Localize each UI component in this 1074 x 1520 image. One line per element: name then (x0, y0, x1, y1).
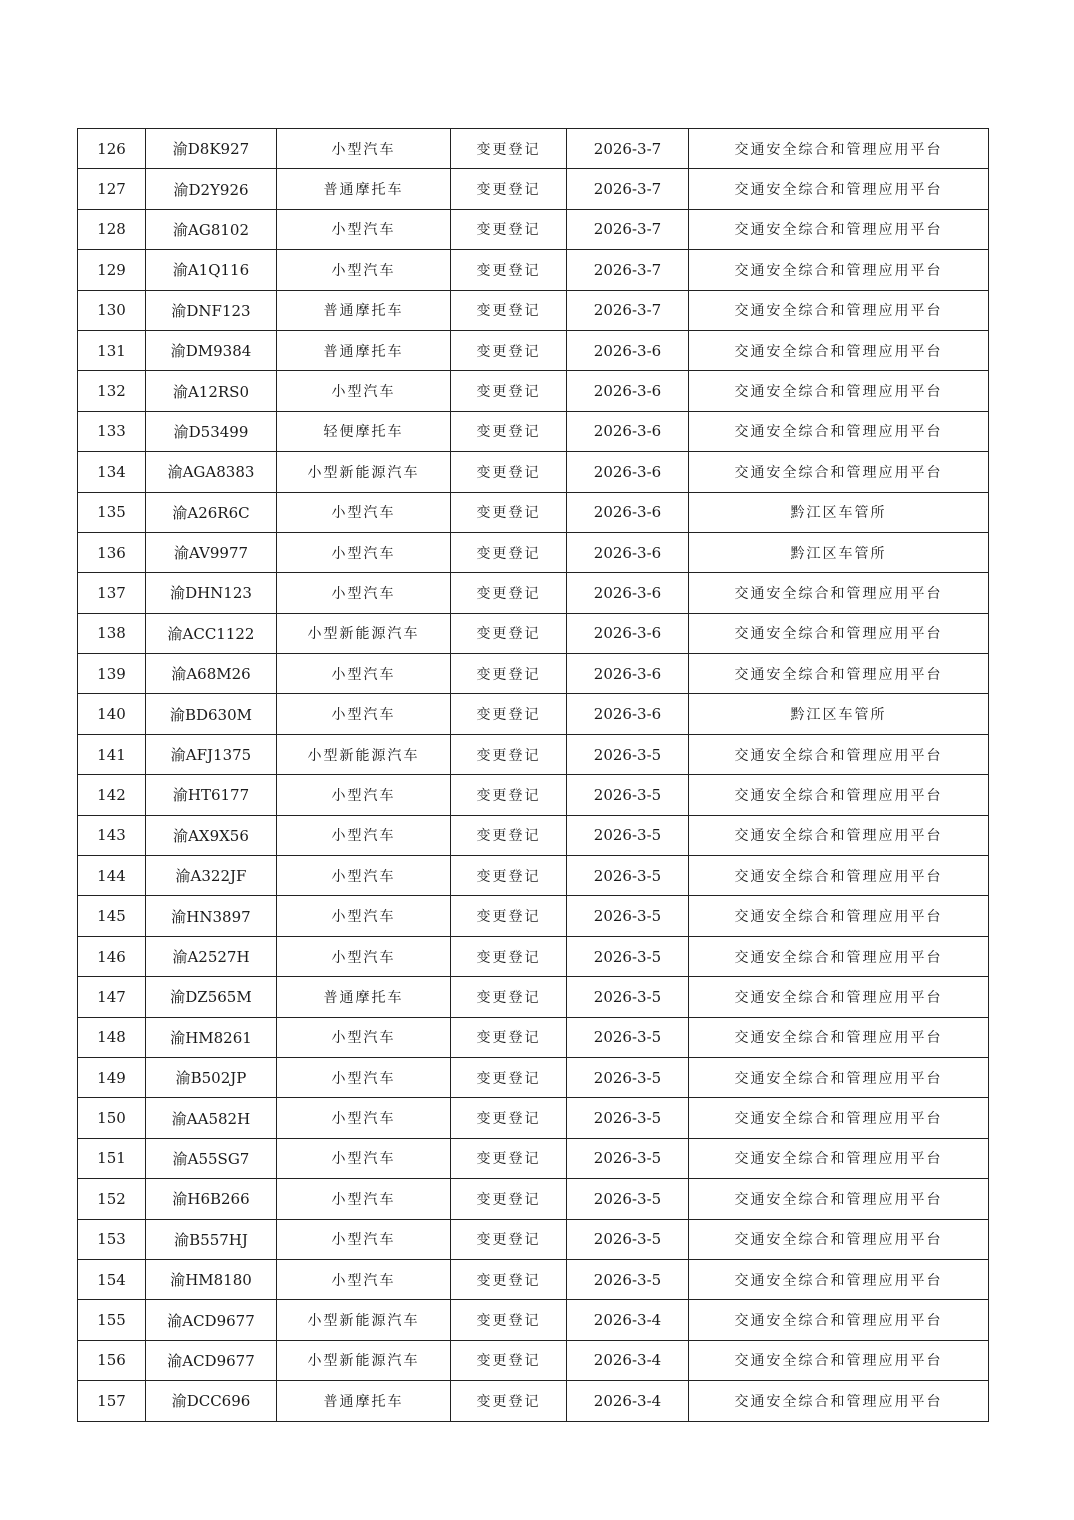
vehicle-type-cell: 小型新能源汽车 (277, 1300, 451, 1340)
table-row (78, 654, 989, 694)
row-number-cell: 154 (78, 1259, 146, 1299)
business-type-cell: 变更登记 (451, 1381, 567, 1421)
business-type-cell: 变更登记 (451, 896, 567, 936)
plate-number-cell: 渝DZ565M (146, 977, 277, 1017)
office-cell: 交通安全综合和管理应用平台 (689, 1219, 989, 1259)
office-cell: 交通安全综合和管理应用平台 (689, 856, 989, 896)
office-cell: 交通安全综合和管理应用平台 (689, 613, 989, 653)
plate-number-cell: 渝ACD9677 (146, 1300, 277, 1340)
vehicle-type-cell: 普通摩托车 (277, 169, 451, 209)
plate-number-cell: 渝DCC696 (146, 1381, 277, 1421)
vehicle-type-cell: 轻便摩托车 (277, 411, 451, 451)
plate-number-cell: 渝DHN123 (146, 573, 277, 613)
business-type-cell: 变更登记 (451, 290, 567, 330)
row-number-cell: 153 (78, 1219, 146, 1259)
date-cell: 2026-3-5 (567, 977, 689, 1017)
plate-number-cell: 渝A55SG7 (146, 1138, 277, 1178)
office-cell: 交通安全综合和管理应用平台 (689, 209, 989, 249)
vehicle-type-cell: 小型汽车 (277, 573, 451, 613)
plate-number-cell: 渝A26R6C (146, 492, 277, 532)
office-cell: 交通安全综合和管理应用平台 (689, 1138, 989, 1178)
date-cell: 2026-3-5 (567, 1138, 689, 1178)
plate-number-cell: 渝AA582H (146, 1098, 277, 1138)
business-type-cell: 变更登记 (451, 1219, 567, 1259)
table-row (78, 209, 989, 249)
date-cell: 2026-3-6 (567, 371, 689, 411)
date-cell: 2026-3-5 (567, 775, 689, 815)
vehicle-type-cell: 小型汽车 (277, 492, 451, 532)
date-cell: 2026-3-5 (567, 1057, 689, 1097)
vehicle-type-cell: 小型新能源汽车 (277, 1340, 451, 1380)
business-type-cell: 变更登记 (451, 654, 567, 694)
business-type-cell: 变更登记 (451, 1098, 567, 1138)
table-row (78, 1017, 989, 1057)
date-cell: 2026-3-4 (567, 1340, 689, 1380)
plate-number-cell: 渝HT6177 (146, 775, 277, 815)
vehicle-type-cell: 小型汽车 (277, 371, 451, 411)
plate-number-cell: 渝BD630M (146, 694, 277, 734)
office-cell: 交通安全综合和管理应用平台 (689, 371, 989, 411)
date-cell: 2026-3-5 (567, 815, 689, 855)
date-cell: 2026-3-7 (567, 290, 689, 330)
vehicle-type-cell: 小型汽车 (277, 1259, 451, 1299)
vehicle-type-cell: 小型汽车 (277, 1219, 451, 1259)
date-cell: 2026-3-5 (567, 896, 689, 936)
vehicle-type-cell: 普通摩托车 (277, 330, 451, 370)
table-row (78, 613, 989, 653)
plate-number-cell: 渝AV9977 (146, 532, 277, 572)
plate-number-cell: 渝A2527H (146, 936, 277, 976)
vehicle-type-cell: 小型汽车 (277, 694, 451, 734)
office-cell: 交通安全综合和管理应用平台 (689, 573, 989, 613)
table-row (78, 936, 989, 976)
vehicle-type-cell: 普通摩托车 (277, 290, 451, 330)
row-number-cell: 140 (78, 694, 146, 734)
table-row (78, 250, 989, 290)
vehicle-type-cell: 小型汽车 (277, 1179, 451, 1219)
business-type-cell: 变更登记 (451, 1017, 567, 1057)
plate-number-cell: 渝A12RS0 (146, 371, 277, 411)
row-number-cell: 148 (78, 1017, 146, 1057)
office-cell: 交通安全综合和管理应用平台 (689, 1340, 989, 1380)
table-row (78, 411, 989, 451)
plate-number-cell: 渝H6B266 (146, 1179, 277, 1219)
plate-number-cell: 渝B557HJ (146, 1219, 277, 1259)
row-number-cell: 143 (78, 815, 146, 855)
row-number-cell: 128 (78, 209, 146, 249)
office-cell: 交通安全综合和管理应用平台 (689, 775, 989, 815)
vehicle-type-cell: 普通摩托车 (277, 1381, 451, 1421)
office-cell: 交通安全综合和管理应用平台 (689, 977, 989, 1017)
business-type-cell: 变更登记 (451, 734, 567, 774)
office-cell: 交通安全综合和管理应用平台 (689, 815, 989, 855)
vehicle-type-cell: 小型新能源汽车 (277, 613, 451, 653)
date-cell: 2026-3-5 (567, 1219, 689, 1259)
table-row (78, 129, 989, 169)
row-number-cell: 149 (78, 1057, 146, 1097)
date-cell: 2026-3-6 (567, 330, 689, 370)
row-number-cell: 152 (78, 1179, 146, 1219)
date-cell: 2026-3-4 (567, 1381, 689, 1421)
table-row (78, 856, 989, 896)
row-number-cell: 157 (78, 1381, 146, 1421)
plate-number-cell: 渝ACD9677 (146, 1340, 277, 1380)
table-row (78, 532, 989, 572)
row-number-cell: 138 (78, 613, 146, 653)
row-number-cell: 135 (78, 492, 146, 532)
office-cell: 交通安全综合和管理应用平台 (689, 936, 989, 976)
office-cell: 交通安全综合和管理应用平台 (689, 1098, 989, 1138)
table-row (78, 1300, 989, 1340)
table-row (78, 694, 989, 734)
business-type-cell: 变更登记 (451, 371, 567, 411)
vehicle-type-cell: 小型汽车 (277, 1098, 451, 1138)
business-type-cell: 变更登记 (451, 411, 567, 451)
vehicle-type-cell: 小型汽车 (277, 129, 451, 169)
row-number-cell: 134 (78, 452, 146, 492)
vehicle-type-cell: 小型新能源汽车 (277, 452, 451, 492)
vehicle-type-cell: 小型汽车 (277, 775, 451, 815)
table-row (78, 1259, 989, 1299)
office-cell: 交通安全综合和管理应用平台 (689, 330, 989, 370)
plate-number-cell: 渝B502JP (146, 1057, 277, 1097)
office-cell: 交通安全综合和管理应用平台 (689, 250, 989, 290)
row-number-cell: 133 (78, 411, 146, 451)
registration-table (77, 128, 989, 1422)
business-type-cell: 变更登记 (451, 330, 567, 370)
vehicle-type-cell: 小型汽车 (277, 250, 451, 290)
row-number-cell: 150 (78, 1098, 146, 1138)
business-type-cell: 变更登记 (451, 492, 567, 532)
office-cell: 交通安全综合和管理应用平台 (689, 452, 989, 492)
business-type-cell: 变更登记 (451, 977, 567, 1017)
row-number-cell: 156 (78, 1340, 146, 1380)
plate-number-cell: 渝A68M26 (146, 654, 277, 694)
office-cell: 黔江区车管所 (689, 492, 989, 532)
date-cell: 2026-3-6 (567, 452, 689, 492)
table-row (78, 1219, 989, 1259)
date-cell: 2026-3-5 (567, 1179, 689, 1219)
date-cell: 2026-3-6 (567, 532, 689, 572)
business-type-cell: 变更登记 (451, 1138, 567, 1178)
office-cell: 交通安全综合和管理应用平台 (689, 1057, 989, 1097)
plate-number-cell: 渝AGA8383 (146, 452, 277, 492)
business-type-cell: 变更登记 (451, 129, 567, 169)
office-cell: 交通安全综合和管理应用平台 (689, 1300, 989, 1340)
table-row (78, 1381, 989, 1421)
table-row (78, 1057, 989, 1097)
business-type-cell: 变更登记 (451, 1340, 567, 1380)
business-type-cell: 变更登记 (451, 775, 567, 815)
table-row (78, 169, 989, 209)
date-cell: 2026-3-6 (567, 654, 689, 694)
office-cell: 交通安全综合和管理应用平台 (689, 896, 989, 936)
row-number-cell: 132 (78, 371, 146, 411)
plate-number-cell: 渝ACC1122 (146, 613, 277, 653)
plate-number-cell: 渝DNF123 (146, 290, 277, 330)
table-row (78, 1340, 989, 1380)
table-row (78, 1138, 989, 1178)
plate-number-cell: 渝A1Q116 (146, 250, 277, 290)
plate-number-cell: 渝D2Y926 (146, 169, 277, 209)
date-cell: 2026-3-6 (567, 492, 689, 532)
business-type-cell: 变更登记 (451, 169, 567, 209)
plate-number-cell: 渝AX9X56 (146, 815, 277, 855)
business-type-cell: 变更登记 (451, 856, 567, 896)
date-cell: 2026-3-5 (567, 936, 689, 976)
business-type-cell: 变更登记 (451, 1259, 567, 1299)
date-cell: 2026-3-7 (567, 129, 689, 169)
business-type-cell: 变更登记 (451, 815, 567, 855)
row-number-cell: 139 (78, 654, 146, 694)
row-number-cell: 127 (78, 169, 146, 209)
plate-number-cell: 渝HM8180 (146, 1259, 277, 1299)
table-row (78, 734, 989, 774)
plate-number-cell: 渝AG8102 (146, 209, 277, 249)
date-cell: 2026-3-6 (567, 411, 689, 451)
business-type-cell: 变更登记 (451, 936, 567, 976)
plate-number-cell: 渝HN3897 (146, 896, 277, 936)
vehicle-type-cell: 小型汽车 (277, 1138, 451, 1178)
date-cell: 2026-3-5 (567, 1259, 689, 1299)
office-cell: 黔江区车管所 (689, 532, 989, 572)
date-cell: 2026-3-7 (567, 169, 689, 209)
business-type-cell: 变更登记 (451, 209, 567, 249)
office-cell: 交通安全综合和管理应用平台 (689, 1017, 989, 1057)
row-number-cell: 137 (78, 573, 146, 613)
plate-number-cell: 渝A322JF (146, 856, 277, 896)
row-number-cell: 141 (78, 734, 146, 774)
office-cell: 交通安全综合和管理应用平台 (689, 734, 989, 774)
vehicle-type-cell: 小型汽车 (277, 896, 451, 936)
table-row (78, 371, 989, 411)
table-row (78, 815, 989, 855)
vehicle-type-cell: 小型汽车 (277, 1057, 451, 1097)
vehicle-type-cell: 小型汽车 (277, 936, 451, 976)
row-number-cell: 136 (78, 532, 146, 572)
office-cell: 交通安全综合和管理应用平台 (689, 129, 989, 169)
row-number-cell: 146 (78, 936, 146, 976)
row-number-cell: 144 (78, 856, 146, 896)
table-row (78, 775, 989, 815)
table-row (78, 452, 989, 492)
plate-number-cell: 渝D8K927 (146, 129, 277, 169)
vehicle-type-cell: 小型汽车 (277, 856, 451, 896)
vehicle-type-cell: 小型汽车 (277, 1017, 451, 1057)
table-body (78, 129, 989, 1422)
row-number-cell: 142 (78, 775, 146, 815)
plate-number-cell: 渝DM9384 (146, 330, 277, 370)
row-number-cell: 129 (78, 250, 146, 290)
row-number-cell: 147 (78, 977, 146, 1017)
business-type-cell: 变更登记 (451, 532, 567, 572)
business-type-cell: 变更登记 (451, 250, 567, 290)
date-cell: 2026-3-6 (567, 573, 689, 613)
date-cell: 2026-3-6 (567, 613, 689, 653)
office-cell: 交通安全综合和管理应用平台 (689, 411, 989, 451)
vehicle-type-cell: 小型新能源汽车 (277, 734, 451, 774)
office-cell: 交通安全综合和管理应用平台 (689, 169, 989, 209)
table-row (78, 492, 989, 532)
table-row (78, 1179, 989, 1219)
table-row (78, 290, 989, 330)
plate-number-cell: 渝HM8261 (146, 1017, 277, 1057)
office-cell: 交通安全综合和管理应用平台 (689, 1179, 989, 1219)
table-row (78, 573, 989, 613)
date-cell: 2026-3-4 (567, 1300, 689, 1340)
business-type-cell: 变更登记 (451, 1057, 567, 1097)
business-type-cell: 变更登记 (451, 1179, 567, 1219)
office-cell: 交通安全综合和管理应用平台 (689, 290, 989, 330)
table-row (78, 977, 989, 1017)
office-cell: 交通安全综合和管理应用平台 (689, 654, 989, 694)
business-type-cell: 变更登记 (451, 613, 567, 653)
plate-number-cell: 渝AFJ1375 (146, 734, 277, 774)
business-type-cell: 变更登记 (451, 694, 567, 734)
vehicle-type-cell: 普通摩托车 (277, 977, 451, 1017)
vehicle-type-cell: 小型汽车 (277, 209, 451, 249)
table-row (78, 1098, 989, 1138)
table-row (78, 330, 989, 370)
office-cell: 黔江区车管所 (689, 694, 989, 734)
date-cell: 2026-3-7 (567, 250, 689, 290)
plate-number-cell: 渝D53499 (146, 411, 277, 451)
business-type-cell: 变更登记 (451, 573, 567, 613)
office-cell: 交通安全综合和管理应用平台 (689, 1259, 989, 1299)
office-cell: 交通安全综合和管理应用平台 (689, 1381, 989, 1421)
date-cell: 2026-3-5 (567, 734, 689, 774)
row-number-cell: 155 (78, 1300, 146, 1340)
row-number-cell: 130 (78, 290, 146, 330)
row-number-cell: 126 (78, 129, 146, 169)
date-cell: 2026-3-5 (567, 1017, 689, 1057)
date-cell: 2026-3-6 (567, 694, 689, 734)
business-type-cell: 变更登记 (451, 452, 567, 492)
vehicle-type-cell: 小型汽车 (277, 815, 451, 855)
date-cell: 2026-3-7 (567, 209, 689, 249)
vehicle-type-cell: 小型汽车 (277, 654, 451, 694)
date-cell: 2026-3-5 (567, 856, 689, 896)
vehicle-type-cell: 小型汽车 (277, 532, 451, 572)
row-number-cell: 145 (78, 896, 146, 936)
date-cell: 2026-3-5 (567, 1098, 689, 1138)
business-type-cell: 变更登记 (451, 1300, 567, 1340)
row-number-cell: 131 (78, 330, 146, 370)
row-number-cell: 151 (78, 1138, 146, 1178)
table-row (78, 896, 989, 936)
